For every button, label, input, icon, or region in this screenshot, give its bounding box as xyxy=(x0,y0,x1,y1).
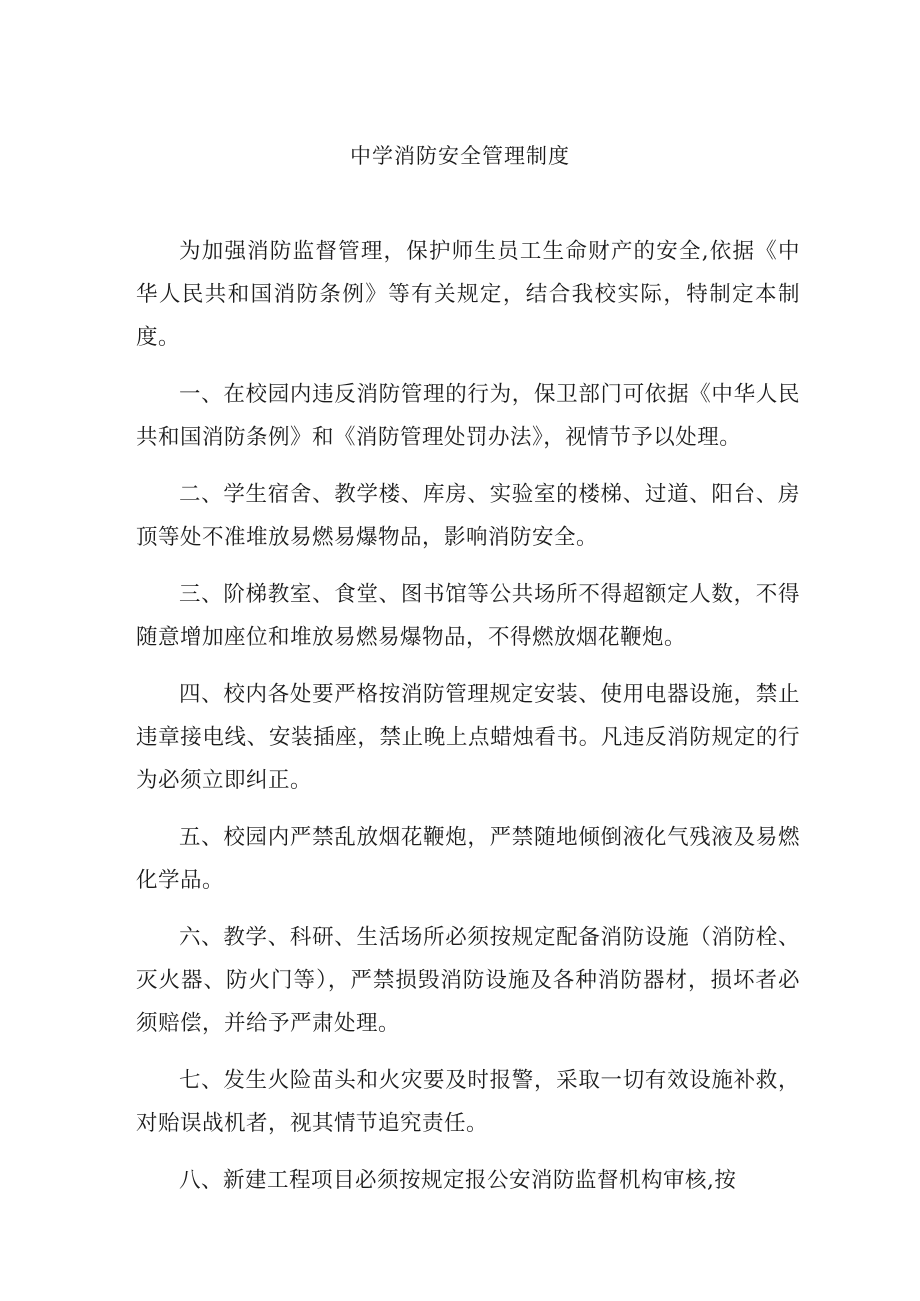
paragraph-rule-8: 八、新建工程项目必须按规定报公安消防监督机构审核,按 xyxy=(179,1168,737,1193)
paragraph-rule-5: 五、校园内严禁乱放烟花鞭炮，严禁随地倾倒液化气残液及易燃化学品。 xyxy=(136,825,800,893)
paragraph-rule-2: 二、学生宿舍、教学楼、库房、实验室的楼梯、过道、阳台、房顶等处不准堆放易燃易爆物品，影响消防安全。 xyxy=(136,482,800,550)
document-body xyxy=(136,230,800,1216)
paragraph-rule-7: 七、发生火险苗头和火灾要及时报警，采取一切有效设施补救，对贻误战机者，视其情节追究责任。 xyxy=(136,1068,800,1136)
document-title: 中学消防安全管理制度 xyxy=(350,144,570,168)
paragraph-intro: 为加强消防监督管理，保护师生员工生命财产的安全,依据《中华人民共和国消防条例》等有关规定，结合我校实际，特制定本制度。 xyxy=(136,239,800,350)
paragraph-rule-3: 三、阶梯教室、食堂、图书馆等公共场所不得超额定人数，不得随意增加座位和堆放易燃易爆物品，不得燃放烟花鞭炮。 xyxy=(136,582,800,650)
paragraph-rule-1: 一、在校园内违反消防管理的行为，保卫部门可依据《中华人民共和国消防条例》和《消防管理处罚办法》，视情节予以处理。 xyxy=(136,382,800,450)
paragraph-rule-4: 四、校内各处要严格按消防管理规定安装、使用电器设施，禁止违章接电线、安装插座，禁止晚上点蜡烛看书。凡违反消防规定的行为必须立即纠正。 xyxy=(136,682,800,793)
paragraph-rule-6: 六、教学、科研、生活场所必须按规定配备消防设施（消防栓、灭火器、防火门等），严禁损毁消防设施及各种消防器材，损坏者必须赔偿，并给予严肃处理。 xyxy=(136,925,800,1036)
